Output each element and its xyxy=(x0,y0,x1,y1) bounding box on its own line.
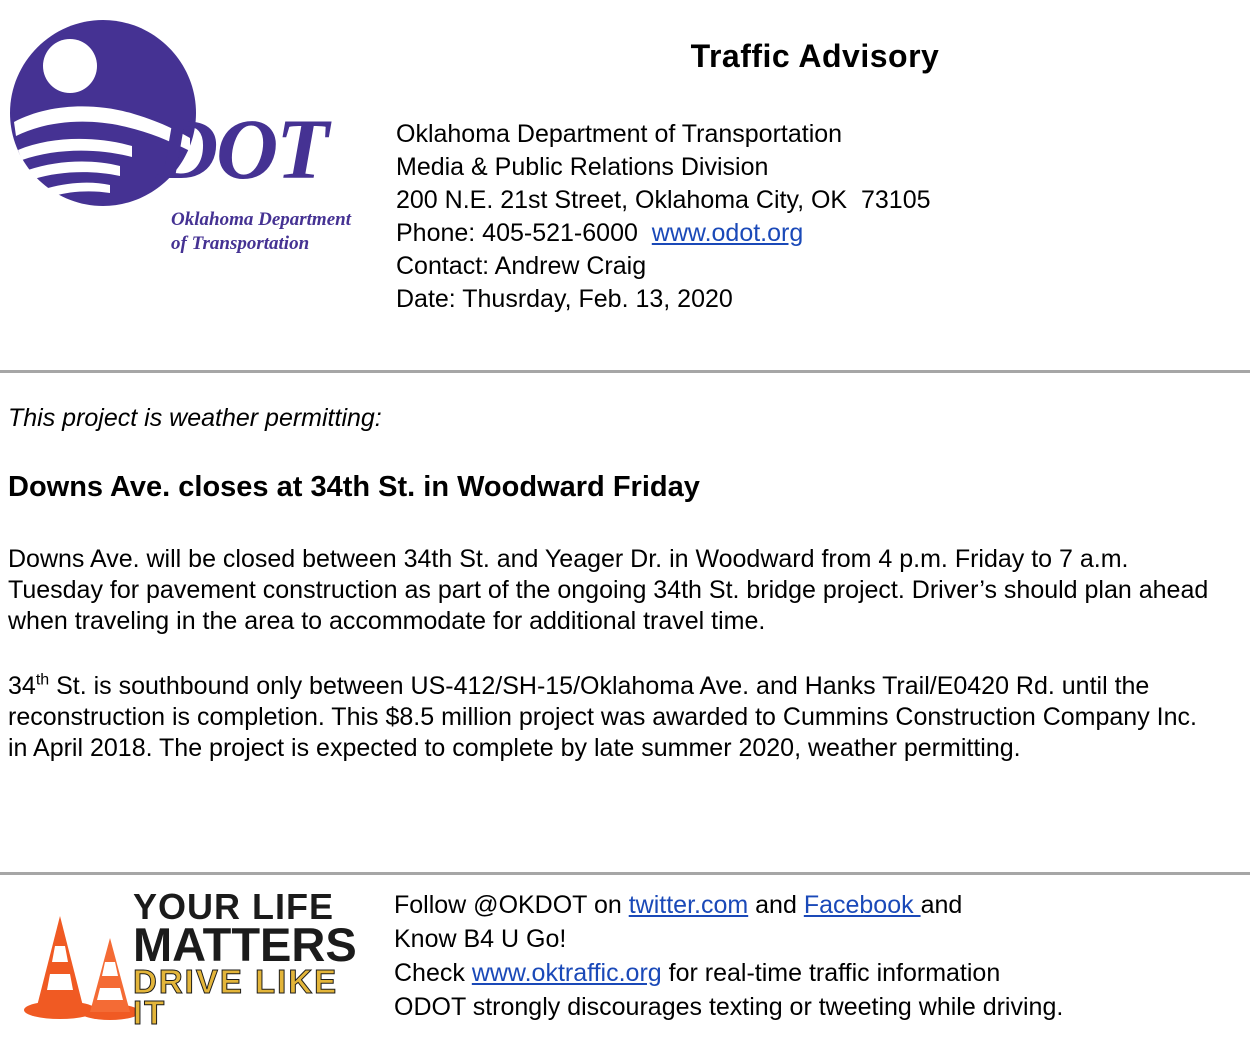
slogan-line-2: MATTERS xyxy=(133,918,357,972)
footer-follow-suffix: and xyxy=(920,891,963,919)
page-title: Traffic Advisory xyxy=(690,38,940,74)
article-paragraph-1: Downs Ave. will be closed between 34th St. and Yeager Dr. in Woodward from 4 p.m. Friday to 7 a.m. Tuesday for pavement construction as part of the ongoing 34th St. bridge project. Driver’s should plan ahead when traveling in the area to accommodate for additional travel time. xyxy=(8,545,1209,635)
odot-website-link[interactable]: www.odot.org xyxy=(651,219,804,247)
division-name: Media & Public Relations Division xyxy=(396,153,769,181)
slogan-line-1: YOUR LIFE xyxy=(133,886,335,927)
footer-check-line xyxy=(394,956,1063,990)
facebook-link[interactable]: Facebook xyxy=(803,891,921,919)
divider-top xyxy=(0,370,1250,373)
paragraph-2-prefix: 34 xyxy=(8,672,36,700)
footer-follow-prefix: Follow @OKDOT on xyxy=(394,891,629,919)
article-headline: Downs Ave. closes at 34th St. in Woodward Friday xyxy=(8,471,700,503)
oktraffic-link[interactable]: www.oktraffic.org xyxy=(471,959,662,987)
traffic-cone-icon xyxy=(22,902,142,1022)
footer-social-block xyxy=(394,888,1063,1024)
odot-logo xyxy=(8,18,380,268)
slogan-line-3: DRIVE LIKE IT xyxy=(133,963,339,1031)
agency-phone-line xyxy=(396,217,931,250)
footer-know-b4-u-go: Know B4 U Go! xyxy=(394,925,567,953)
odot-logo-wordmark: DOT xyxy=(156,101,327,197)
agency-contact-person: Contact: Andrew Craig xyxy=(396,252,647,280)
footer-check-suffix: for real-time traffic information xyxy=(661,959,1001,987)
footer-and: and xyxy=(748,891,804,919)
footer-follow-line xyxy=(394,888,1063,922)
agency-contact-block xyxy=(396,118,931,316)
paragraph-2-ordinal: th xyxy=(35,671,50,689)
divider-bottom xyxy=(0,872,1250,875)
odot-logo-subtitle-line1: Oklahoma Department xyxy=(171,209,351,230)
article-paragraph-2 xyxy=(8,671,1223,764)
safety-slogan xyxy=(133,886,373,1031)
footer-check-prefix: Check xyxy=(394,959,472,987)
document-footer xyxy=(0,880,1250,1055)
twitter-link[interactable]: twitter.com xyxy=(628,891,749,919)
odot-logo-subtitle xyxy=(171,208,351,256)
release-date: Date: Thusrday, Feb. 13, 2020 xyxy=(396,285,733,313)
weather-permitting-note: This project is weather permitting: xyxy=(8,404,382,432)
document-header xyxy=(0,0,1250,330)
paragraph-2-rest: St. is southbound only between US-412/SH-15/Oklahoma Ave. and Hanks Trail/E0420 Rd. until the reconstruction is completion. This $8.5 million project was awarded to Cummins Construction Company Inc. in April 2018. The project is expected to complete by late summer 2020, weather permitting. xyxy=(8,672,1197,762)
document-body xyxy=(8,404,1223,798)
agency-name: Oklahoma Department of Transportation xyxy=(396,120,843,148)
agency-address: 200 N.E. 21st Street, Oklahoma City, OK 73105 xyxy=(396,186,931,214)
agency-phone: Phone: 405-521-6000 xyxy=(396,219,638,247)
odot-logo-subtitle-line2: of Transportation xyxy=(171,232,310,254)
footer-disclaimer: ODOT strongly discourages texting or tweeting while driving. xyxy=(394,993,1064,1021)
